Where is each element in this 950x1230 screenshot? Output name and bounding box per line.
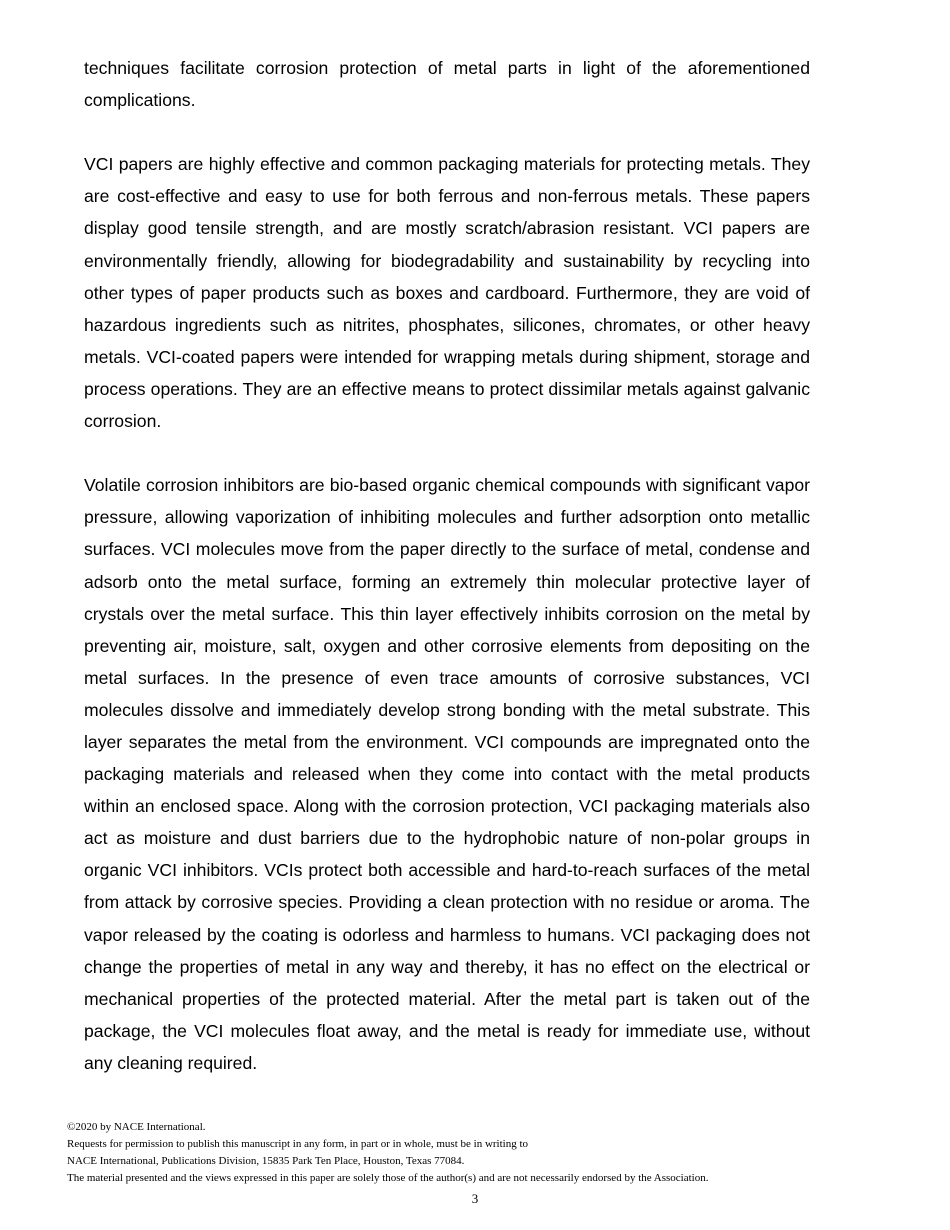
page-number: 3 — [471, 1191, 479, 1206]
paragraph-vci-papers: VCI papers are highly effective and common packaging materials for protecting metals. They are cost-effective and easy to use for both ferrous and non-ferrous metals. These papers display good tensile strength, and are mostly scratch/abrasion resistant. VCI papers are environmentally friendly, allowing for biodegradability and sustainability by recycling into other types of paper products such as boxes and cardboard. Furthermore, they are void of hazardous ingredients such as nitrites, phosphates, silicones, chromates, or other heavy metals. VCI-coated papers were intended for wrapping metals during shipment, storage and process operations. They are an effective means to protect dissimilar metals against galvanic corrosion. — [84, 154, 810, 432]
footer-copyright: ©2020 by NACE International. — [67, 1121, 206, 1133]
footer-permission: Requests for permission to publish this manuscript in any form, in part or in whole, must be in writing to — [67, 1138, 529, 1150]
paragraph-volatile-inhibitors: Volatile corrosion inhibitors are bio-based organic chemical compounds with significant vapor pressure, allowing vaporization of inhibiting molecules and further adsorption onto metallic surfaces. VCI molecules move from the paper directly to the surface of metal, condense and adsorb onto the metal surface, forming an extremely thin molecular protective layer of crystals over the metal surface. This thin layer effectively inhibits corrosion on the metal by preventing air, moisture, salt, oxygen and other corrosive elements from depositing on the metal surfaces. In the presence of even trace amounts of corrosive substances, VCI molecules dissolve and immediately develop strong bonding with the metal substrate. This layer separates the metal from the environment. VCI compounds are impregnated onto the packaging materials and released when they come into contact with the metal products within an enclosed space. Along with the corrosion protection, VCI packaging materials also act as moisture and dust barriers due to the hydrophobic nature of non-polar groups in organic VCI inhibitors. VCIs protect both accessible and hard-to-reach surfaces of the metal from attack by corrosive species. Providing a clean protection with no residue or aroma. The vapor released by the coating is odorless and harmless to humans. VCI packaging does not change the properties of metal in any way and thereby, it has no effect on the electrical or mechanical properties of the protected material. After the metal part is taken out of the package, the VCI molecules float away, and the metal is ready for immediate use, without any cleaning required. — [84, 475, 810, 1073]
footer-disclaimer: The material presented and the views expressed in this paper are solely those of the author(s) and are not necessarily endorsed by the Association. — [67, 1172, 709, 1184]
footer-address: NACE International, Publications Division, 15835 Park Ten Place, Houston, Texas 77084. — [67, 1155, 465, 1167]
body-text — [84, 52, 810, 1079]
paragraph-continuation: techniques facilitate corrosion protection of metal parts in light of the aforementioned complications. — [84, 58, 810, 111]
footer — [67, 1119, 887, 1187]
